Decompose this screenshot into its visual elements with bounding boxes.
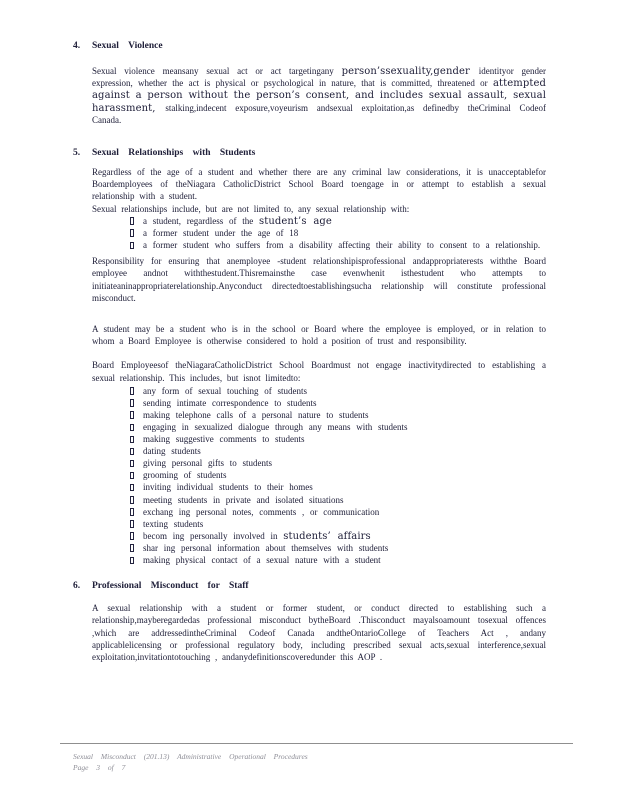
footer-divider [60,743,573,744]
section-5-paragraph-2: Sexual relationships include, but are not limited to, any sexual relationship with: [92,203,410,214]
list-item-text: a student, regardless of the [143,215,259,226]
footer-page-number: Page 3 of 7 [73,763,126,772]
list-item [130,239,546,251]
section-5-title: Sexual Relationships with Students [92,148,256,159]
relationship-types-list [130,215,546,251]
bullet-box-icon [130,411,134,419]
footer-document-title: Sexual Misconduct (201.13) Administrative Operational Procedures [73,752,308,761]
list-item-text: engaging in sexualized dialogue through any means with students [143,422,408,433]
list-item [130,385,546,397]
section-6-paragraph: A sexual relationship with a student or former student, or conduct directed to establishing such a relationship,mayberegardedas professional misconduct bytheBoard .Thisconduct mayalsoamount tosexual offences ,which are addressedintheCriminal Codeof Canada andtheOntarioCollege of Teachers Act , andany applicablelicensing or professional regulatory body, including prescribed sexual acts,sexual interference,sexual exploitation,invitationtotouching , andanydefinitionscoveredunder this AOP . [92,603,546,662]
section-6-number: 6. [73,581,81,592]
section-5-paragraph-3: Responsibility for ensuring that anemployee -student relationshipisprofessional andappropriaterests withthe Board employee andnot withthestudent.Thisremainsthe case evenwhenit isthestudent who attempts to initiateaninappropriaterelationship.Anyconduct directedtoestablishingsucha relationship will constitute professional misconduct. [92,256,546,303]
text-run-large: attempted against a person without the person’s consent, and includes sexual assault, sexual harassment, [92,78,546,114]
list-item [130,506,546,518]
prohibited-activities-list [130,385,546,566]
section-5-paragraph-4: A student may be a student who is in the school or Board where the employee is employed, or in relation to whom a Board Employee is otherwise considered to hold a position of trust and responsibility. [92,323,546,347]
list-item-text: inviting individual students to their homes [143,482,313,493]
bullet-box-icon [130,472,134,480]
bullet-box-icon [130,424,134,432]
list-item-text: exchang ing personal notes, comments , or communication [143,506,380,517]
list-item [130,481,546,493]
list-item [130,518,546,530]
text-run: identityor gender expression, whether the act is physical or psychological in nature, that is committed, threatened or [92,66,546,89]
list-item-text-large: student’s age [258,215,332,227]
list-item-text: any form of sexual touching of students [143,385,307,396]
list-item-text: dating students [143,446,201,457]
bullet-box-icon [130,436,134,444]
bullet-box-icon [130,508,134,516]
section-5-paragraph-1: Regardless of the age of a student and whether there are any criminal law considerations, it is unacceptablefor Boardemployees of theNiagara CatholicDistrict School Board toengage in or attempt to establish a sexual relationship with a student. [92,167,546,202]
list-item-text: becom ing personally involved in [143,530,284,541]
list-item [130,494,546,506]
list-item-text: making physical contact of a sexual nature with a student [143,555,381,566]
list-item-text: a former student who suffers from a disability affecting their ability to consent to a relationship. [143,240,541,251]
list-item-text: a former student under the age of 18 [143,227,299,238]
section-4 [73,40,546,126]
section-5 [73,147,546,566]
bullet-box-icon [130,544,134,552]
list-item [130,433,546,445]
bullet-box-icon [130,387,134,395]
section-6-heading [73,580,546,592]
page-footer [0,743,618,773]
list-item-text: sending intimate correspondence to students [143,397,317,408]
list-item [130,469,546,481]
list-item [130,409,546,421]
list-item-text: meeting students in private and isolated situations [143,494,344,505]
bullet-box-icon [130,496,134,504]
bullet-box-icon [130,242,134,250]
bullet-box-icon [130,399,134,407]
section-4-title: Sexual Violence [92,41,163,51]
list-item-text: making telephone calls of a personal nature to students [143,409,369,420]
bullet-box-icon [130,460,134,468]
footer-text [73,751,618,773]
bullet-box-icon [130,448,134,456]
list-item-text: grooming of students [143,470,227,481]
list-item [130,421,546,433]
text-run: Sexual violence meansany sexual act or act targetingany [92,66,342,76]
bullet-box-icon [130,557,134,565]
list-item-text: shar ing personal information about themselves with students [143,542,389,553]
text-run-large: person’ssexuality,gender [341,66,479,77]
bullet-box-icon [130,229,134,237]
list-item [130,554,546,566]
bullet-box-icon [130,520,134,528]
section-4-number: 4. [73,41,81,51]
section-5-paragraph-5: Board Employeesof theNiagaraCatholicDistrict School Boardmust not engage inactivitydirected to establishing a sexual relationship. This includes, but isnot limitedto: [92,360,546,383]
section-5-number: 5. [73,148,81,159]
list-item [130,542,546,554]
text-run: stalking,indecent exposure,voyeurism andsexual exploitation,as definedby theCriminal Codeof Canada. [92,102,546,125]
bullet-box-icon [130,217,134,225]
list-item-text: making suggestive comments to students [143,434,305,445]
list-item-text: texting students [143,518,204,529]
list-item [130,215,546,227]
bullet-box-icon [130,532,134,540]
section-4-heading [73,40,546,52]
section-6 [73,580,546,663]
list-item [130,457,546,469]
list-item [130,227,546,239]
list-item-text: giving personal gifts to students [143,458,272,469]
bullet-box-icon [130,484,134,492]
list-item-text-large: students’ affairs [283,530,371,542]
list-item [130,397,546,409]
section-4-paragraph [92,65,546,126]
section-5-heading [73,147,546,159]
list-item [130,530,546,542]
list-item [130,445,546,457]
section-6-title: Professional Misconduct for Staff [92,581,249,592]
